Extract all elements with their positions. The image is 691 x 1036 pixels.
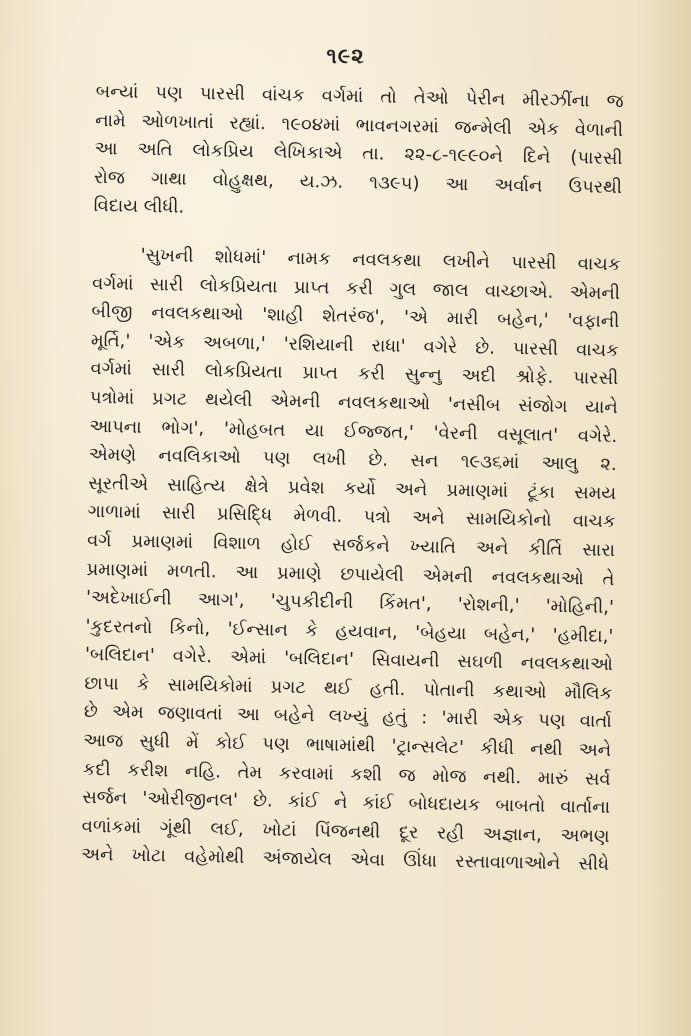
paragraph [93, 78, 624, 231]
text-line: રોજ ગાથા વોહુક્ષથ, ય.ઝ. ૧૩૯૫) આ અર્વાન ઉપરથી [93, 166, 623, 198]
text-line: વર્ગમાં સારી લોકપ્રિયતા પ્રાપ્ત કરી સુન્નુ અદી શ્રોફે. પારસી [90, 358, 619, 390]
text-line: બન્યાં પણ પારસી વાંચક વર્ગમાં તો તેઓ પેરીન મીરઝીંના જ [95, 80, 624, 113]
text-line: 'અદેખાઈની આગ', 'ચુપકીદીની કિંમત', 'રોશની,' 'મોહિની,' [85, 586, 615, 619]
text-line: વિદાય લીધી. [93, 195, 185, 219]
text-line: આજ સુધી મેં કોઈ પણ ભાષામાંથી 'ટ્રાન્સલેટ' કીધી નથી અને [83, 729, 612, 762]
text-line: 'સુખની શોધમાં' નામક નવલકથા લખીને પારસી વાચક [140, 244, 621, 276]
text-line: વર્ગમાં સારી લોકપ્રિયતા પ્રાપ્ત કરી ગુલ જાલ વાચ્છાએ. એમની [91, 272, 621, 304]
text-line: એમણે નવલિકાઓ પણ લખી છે. સન ૧૯૩૬માં આલુ ૨. [88, 444, 617, 476]
body-text [81, 78, 624, 880]
text-line: અને ખોટા વહેમોથી અંજાયેલ એવા ઊંધા રસ્તાવાળાઓને સીધે [80, 844, 610, 876]
text-line: મૂર્તિ,' 'એક અબળા,' 'રશિયાની રાધા' વગેરે છે. પારસી વાચક [90, 329, 620, 361]
text-line: નામે ઓળખાતાં રહ્યાં. ૧૯૦૪માં ભાવનગરમાં જન્મેલી એક વેળાની [94, 109, 624, 141]
paragraph [81, 241, 621, 880]
text-line: પત્રોમાં પ્રગટ થયેલી એમની નવલકથાઓ 'નસીબ સંજોગ યાને [89, 386, 618, 419]
text-line: પ્રમાણમાં મળતી. આ પ્રમાણે છપાયેલી એમની નવલકથાઓ તે [86, 558, 615, 590]
text-line: આ અતિ લોકપ્રિય લેખિકાએ તા. ૨૨-૮-૧૯૯૦ને દિને (પારસી [94, 138, 623, 170]
text-line: સૂરતીએ સાહિત્ય ક્ષેત્રે પ્રવેશ કર્યો અને પ્રમાણમાં ટૂંકા સમય [88, 472, 617, 504]
text-line: કદી કરીશ નહિ. તેમ કરવામાં કશી જ મોજ નથી. મારું સર્વ [82, 758, 611, 790]
text-line: વર્ગ પ્રમાણમાં વિશાળ હોઈ સર્જકને ખ્યાતિ અને કીર્તિ સારા [86, 529, 616, 561]
text-line: આપના ભોગ', 'મોહબત યા ઈજ્જત,' 'વેરની વસૂલાત' વગેરે. [89, 415, 618, 447]
text-line: સર્જન 'ઓરીજીનલ' છે. કાંઈ ને કાંઈ બોધદાયક બાબતો વાર્તાના [81, 787, 611, 819]
text-line: 'કુદરતનો કિનો, 'ઈન્સાન કે હયવાન, 'બેહયા બહેન,' 'હમીદા,' [85, 615, 614, 647]
text-line: 'બલિદાન' વગેરે. એમાં 'બલિદાન' સિવાયની સઘળી નવલકથાઓ [84, 644, 614, 676]
text-line: છાપા કે સામયિકોમાં પ્રગટ થઈ હતી. પોતાની કથાઓ મૌલિક [84, 672, 613, 704]
text-line: વળાંકમાં ગૂંથી લઈ, ખોટાં પિંજનથી દૂર રહી અજ્ઞાન, અભણ [81, 815, 610, 847]
text-line: છે એમ જણાવતાં આ બહેને લખ્યું હતું : 'મારી એક પણ વાર્તા [83, 701, 612, 733]
text-line: ગાળામાં સારી પ્રસિદ્ધિ મેળવી. પત્રો અને સામયિકોનો વાચક [87, 501, 616, 533]
text-line: બીજી નવલકથાઓ 'શાહી શેતરંજ', 'એ મારી બહેન,' 'વફાની [91, 301, 620, 333]
page-number: ૧૯૨ [326, 44, 365, 68]
